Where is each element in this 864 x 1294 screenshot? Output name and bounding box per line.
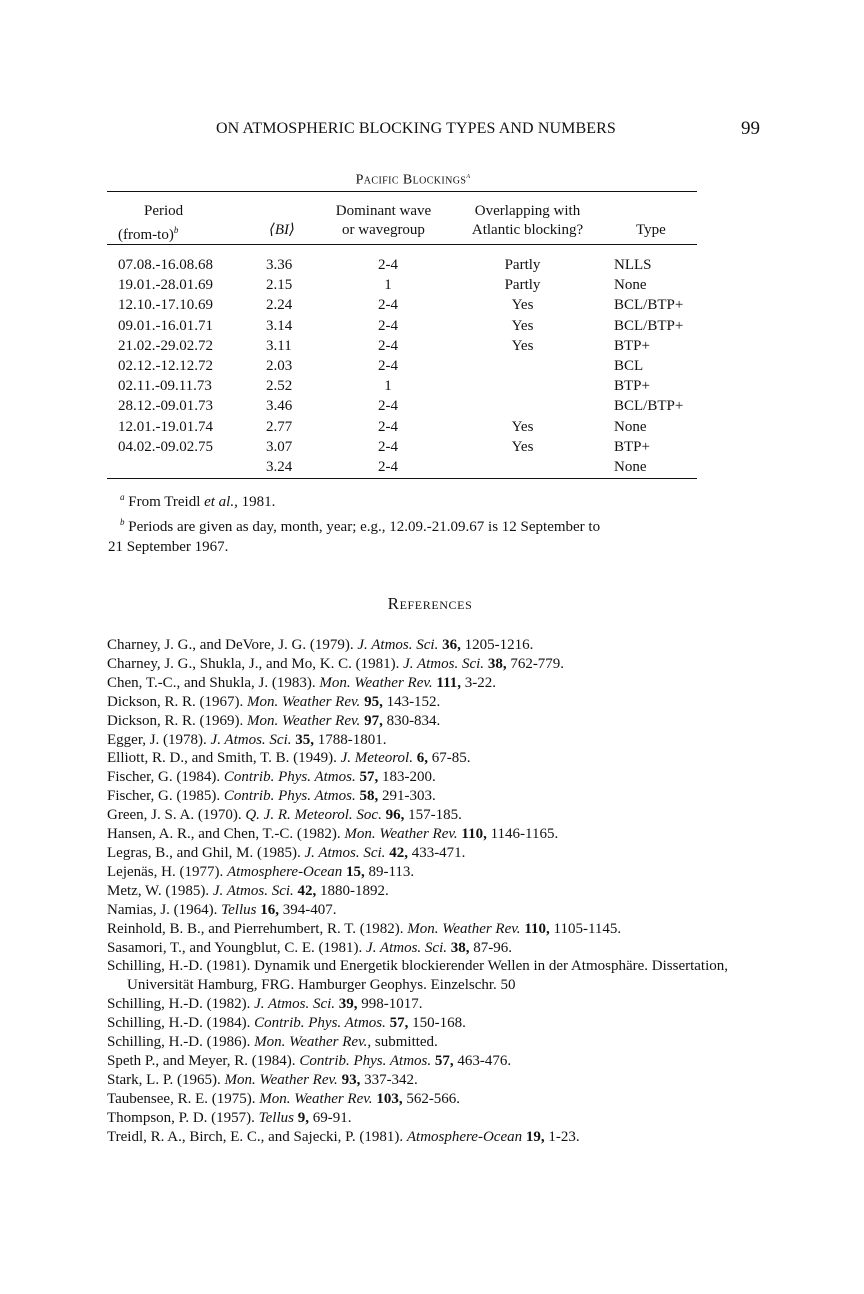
reference-pages: 1146-1165. [490,826,559,843]
table-row [107,336,697,356]
cell-wave: 1 [384,277,392,294]
reference-journal: Contrib. Phys. Atmos. [254,1015,386,1032]
reference-item [107,787,767,806]
cell-overlap: Yes [511,438,534,455]
cell-type: NLLS [614,257,652,273]
reference-item [107,806,767,825]
cell-wave: 2-4 [378,438,398,455]
reference-volume: 39, [338,996,358,1013]
cell-type: BTP+ [614,337,650,354]
reference-volume: 38, [450,939,470,956]
reference-authors: Charney, J. G., Shukla, J., and Mo, K. C. (1981). [107,655,404,672]
table-caption-footnote-mark: a [466,170,471,180]
footnote-a-mark: a [120,492,125,502]
reference-authors: Namias, J. (1964). [107,901,222,918]
cell-bi: 2.77 [266,418,293,435]
cell-wave: 2-4 [378,337,398,354]
reference-item [107,995,767,1014]
reference-volume: 111, [436,674,462,691]
cell-bi: 3.36 [266,257,293,273]
reference-pages: 998-1017. [361,996,423,1013]
reference-item [107,731,767,750]
reference-item [107,844,767,863]
table-row [107,255,697,275]
cell-period: 07.08.-16.08.68 [118,257,213,273]
header-type: Type [636,222,666,238]
reference-item [107,1109,767,1128]
reference-volume: 16, [260,901,279,918]
cell-period: 09.01.-16.01.71 [118,317,213,334]
footnote-a-pre: From Treidl [128,494,205,510]
reference-item [107,693,767,712]
reference-volume: 42, [389,844,408,861]
reference-volume: 93, [341,1071,361,1088]
reference-authors: Elliott, R. D., and Smith, T. B. (1949). [107,750,341,767]
header-bi: ⟨BI⟩ [269,222,295,238]
reference-authors: Dickson, R. R. (1967). [107,693,247,710]
reference-item [107,920,767,939]
cell-type: BTP+ [614,438,650,455]
reference-pages: 150-168. [412,1015,466,1032]
reference-pages: 87-96. [473,939,512,956]
table-row [107,295,697,315]
reference-volume: 110, [524,920,550,937]
cell-bi: 3.07 [266,438,293,455]
reference-journal: J. Atmos. Sci. [366,939,447,956]
cell-wave: 2-4 [378,297,398,314]
reference-journal: J. Atmos. Sci. [212,882,294,899]
reference-pages: 562-566. [406,1090,461,1107]
reference-volume: 97, [364,712,383,729]
reference-item [107,863,767,882]
reference-journal: Atmosphere-Ocean [406,1128,523,1145]
reference-journal: Mon. Weather Rev. [224,1071,338,1088]
reference-pages: 1105-1145. [553,920,622,937]
reference-volume: 57, [389,1015,409,1032]
cell-wave: 2-4 [378,458,398,475]
footnote-a-post: , 1981. [234,494,276,510]
reference-item [107,957,767,995]
cell-overlap: Yes [511,418,534,435]
cell-period: 04.02.-09.02.75 [118,438,213,455]
cell-type: None [614,277,647,294]
reference-authors: Egger, J. (1978). [107,731,211,748]
cell-period: 21.02.-29.02.72 [118,337,213,354]
table-row [107,437,697,457]
cell-wave: 2-4 [378,257,398,273]
reference-pages: 830-834. [386,712,441,729]
reference-journal: J. Atmos. Sci. [254,996,336,1013]
reference-authors: Schilling, H.-D. (1982). [107,996,255,1013]
reference-pages: 1788-1801. [317,731,387,748]
cell-bi: 3.11 [266,337,292,354]
table-top-rule [107,191,697,192]
reference-item [107,1071,767,1090]
reference-pages: 433-471. [411,844,466,861]
reference-journal: Q. J. R. Meteorol. Soc. [245,807,382,824]
cell-period: 02.12.-12.12.72 [118,357,213,374]
cell-wave: 2-4 [378,398,398,415]
reference-authors: Legras, B., and Ghil, M. (1985). [107,844,305,861]
reference-pages: 1880-1892. [320,882,389,899]
header-period [118,202,228,245]
table-row [107,396,697,416]
cell-type: BCL/BTP+ [614,297,684,314]
reference-journal: J. Meteorol. [340,750,413,767]
reference-pages: 463-476. [457,1052,512,1069]
reference-journal: J. Atmos. Sci. [210,731,292,748]
footnote-b-line1: Periods are given as day, month, year; e.g., 12.09.-21.09.67 is 12 September to [128,519,601,535]
cell-period: 19.01.-28.01.69 [118,277,213,294]
running-head [110,120,760,142]
footnote-b [120,512,720,537]
running-title: ON ATMOSPHERIC BLOCKING TYPES AND NUMBERS [216,120,616,137]
header-period-line2: (from-to) [118,227,174,243]
page-number: 99 [741,118,760,139]
reference-item [107,939,767,958]
reference-item [107,882,767,901]
reference-item [107,1090,767,1109]
reference-authors: Metz, W. (1985). [107,882,213,899]
cell-wave: 1 [384,378,392,395]
reference-pages: 143-152. [386,693,441,710]
cell-period: 02.11.-09.11.73 [118,378,212,395]
header-overlap-line2: Atlantic blocking? [471,222,584,238]
cell-bi: 3.46 [266,398,293,415]
reference-journal: Contrib. Phys. Atmos. [223,788,356,805]
reference-journal: Contrib. Phys. Atmos. [223,769,356,786]
reference-authors: Speth P., and Meyer, R. (1984). [107,1052,300,1069]
reference-pages: 67-85. [431,750,471,767]
reference-pages: submitted. [374,1034,438,1051]
reference-volume: 110, [461,826,487,843]
cell-overlap: Yes [511,317,534,334]
reference-pages: 89-113. [368,863,415,880]
reference-item [107,825,767,844]
reference-volume: 19, [525,1128,545,1145]
reference-item [107,901,767,920]
reference-journal: Mon. Weather Rev., [254,1034,372,1051]
table-caption-text: Pacific Blockings [355,172,467,188]
table-header-rule [107,244,697,245]
table-row [107,356,697,376]
cell-type: None [614,458,647,475]
reference-volume: 6, [416,750,428,767]
header-dominant-wave [321,202,446,240]
reference-journal: Contrib. Phys. Atmos. [299,1052,432,1069]
reference-pages: 337-342. [364,1071,418,1088]
reference-authors: Schilling, H.-D. (1981). Dynamik und Energetik blockierender Wellen in der Atmosphäre. Dissertation, Universität Hamburg, FRG. Hamburger Geophys. Einzelschr. 50 [107,958,729,994]
reference-item [107,1128,767,1147]
reference-volume: 57, [434,1052,454,1069]
reference-volume: 96, [385,807,405,824]
reference-authors: Lejenäs, H. (1977). [107,863,227,880]
table-row [107,275,697,295]
reference-volume: 58, [359,788,379,805]
cell-wave: 2-4 [378,357,398,374]
reference-pages: 762-779. [510,655,565,672]
cell-wave: 2-4 [378,418,398,435]
table-footnotes [108,487,720,557]
footnote-b-mark: b [120,517,125,527]
reference-item [107,636,767,655]
cell-period: 28.12.-09.01.73 [118,398,213,415]
cell-bi: 2.03 [266,357,293,374]
cell-wave: 2-4 [378,317,398,334]
header-overlapping [460,202,595,240]
reference-authors: Hansen, A. R., and Chen, T.-C. (1982). [107,826,345,843]
reference-volume: 57, [359,769,379,786]
cell-type: BCL/BTP+ [614,398,684,415]
reference-volume: 9, [297,1109,309,1126]
footnote-a [120,487,720,512]
reference-authors: Schilling, H.-D. (1986). [107,1034,255,1051]
reference-authors: Green, J. S. A. (1970). [107,807,246,824]
table-bottom-rule [107,478,697,479]
cell-bi: 3.24 [266,458,293,475]
reference-item [107,1014,767,1033]
cell-period: 12.10.-17.10.69 [118,297,213,314]
reference-pages: 394-407. [282,901,337,918]
reference-volume: 15, [345,863,365,880]
reference-item [107,768,767,787]
table-row [107,316,697,336]
cell-bi: 3.14 [266,317,293,334]
cell-overlap: Yes [511,297,534,314]
cell-type: BCL/BTP+ [614,317,684,334]
reference-journal: Tellus [221,901,257,918]
reference-authors: Dickson, R. R. (1969). [107,712,247,729]
cell-overlap: Partly [504,257,541,273]
reference-authors: Sasamori, T., and Youngblut, C. E. (1981). [107,939,367,956]
reference-journal: Mon. Weather Rev. [259,1090,373,1107]
reference-volume: 38, [487,655,507,672]
reference-item [107,712,767,731]
reference-journal: Mon. Weather Rev. [344,826,458,843]
reference-authors: Thompson, P. D. (1957). [107,1109,259,1126]
reference-volume: 103, [376,1090,403,1107]
reference-authors: Charney, J. G., and DeVore, J. G. (1979). [107,637,358,653]
cell-bi: 2.52 [266,378,293,395]
reference-pages: 1205-1216. [464,637,534,653]
footnote-a-italic: et al. [204,494,235,510]
reference-pages: 291-303. [381,788,436,805]
reference-item [107,749,767,768]
header-wave-line1: Dominant wave [335,203,432,219]
table-caption [0,170,826,189]
reference-item [107,1052,767,1071]
footnote-b-line2: 21 September 1967. [108,539,229,555]
reference-journal: Tellus [258,1109,294,1126]
cell-type: None [614,418,647,435]
reference-item [107,1033,767,1052]
reference-pages: 183-200. [381,769,436,786]
reference-authors: Reinhold, B. B., and Pierrehumbert, R. T. (1982). [107,920,408,937]
cell-overlap: Partly [504,277,541,294]
reference-volume: 42, [297,882,317,899]
reference-authors: Stark, L. P. (1965). [107,1071,225,1088]
reference-authors: Treidl, R. A., Birch, E. C., and Sajecki, P. (1981). [107,1128,407,1145]
header-period-footnote-mark: b [173,225,179,235]
reference-journal: Mon. Weather Rev. [247,693,361,710]
reference-authors: Chen, T.-C., and Shukla, J. (1983). [107,674,320,691]
reference-pages: 157-185. [408,807,462,824]
reference-item [107,655,767,674]
reference-journal: Mon. Weather Rev. [319,674,433,691]
reference-journal: Mon. Weather Rev. [407,920,521,937]
reference-item [107,674,767,693]
reference-pages: 1-23. [548,1128,580,1145]
reference-volume: 35, [295,731,315,748]
cell-period: 12.01.-19.01.74 [118,418,213,435]
cell-bi: 2.24 [266,297,293,314]
reference-pages: 69-91. [312,1109,352,1126]
reference-journal: Mon. Weather Rev. [247,712,361,729]
table-row [107,417,697,437]
reference-volume: 36, [442,637,461,653]
table-row [107,457,697,477]
cell-type: BCL [614,357,644,374]
reference-authors: Fischer, G. (1985). [107,788,224,805]
reference-journal: J. Atmos. Sci. [403,655,485,672]
header-overlap-line1: Overlapping with [474,203,581,219]
data-table [107,255,697,477]
references-heading: References [387,594,473,613]
reference-pages: 3-22. [464,674,497,691]
reference-volume: 95, [364,693,383,710]
reference-journal: J. Atmos. Sci. [357,637,439,653]
cell-bi: 2.15 [266,277,293,294]
cell-overlap: Yes [511,337,534,354]
reference-authors: Schilling, H.-D. (1984). [107,1015,255,1032]
reference-authors: Fischer, G. (1984). [107,769,224,786]
header-wave-line2: or wavegroup [342,222,425,238]
table-row [107,376,697,396]
references-list [107,636,767,1146]
reference-journal: J. Atmos. Sci. [304,844,386,861]
reference-journal: Atmosphere-Ocean [226,863,343,880]
reference-authors: Taubensee, R. E. (1975). [107,1090,260,1107]
header-period-line1: Period [144,203,184,219]
cell-type: BTP+ [614,378,650,395]
